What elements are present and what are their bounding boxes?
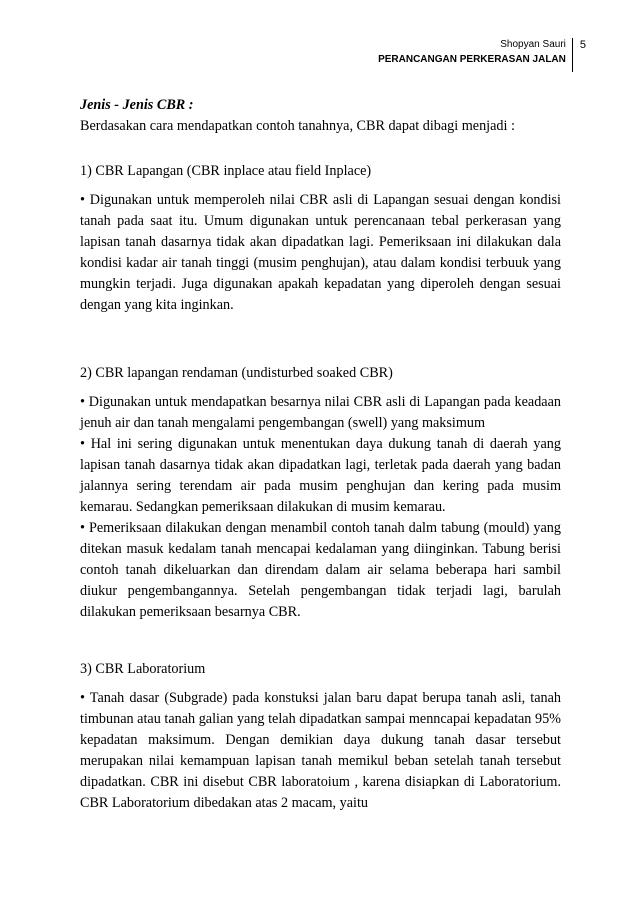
page-number: 5	[572, 38, 586, 72]
intro-paragraph: Berdasakan cara mendapatkan contoh tanahnya, CBR dapat dibagi menjadi :	[80, 118, 515, 134]
page-header	[378, 38, 586, 72]
header-title: PERANCANGAN PERKERASAN JALAN	[378, 54, 566, 65]
header-text-block	[378, 38, 572, 72]
section-heading: Jenis - Jenis CBR :	[80, 97, 194, 113]
section-2-title: 2) CBR lapangan rendaman (undisturbed soaked CBR)	[80, 365, 393, 381]
section-2-paragraph-2: • Hal ini sering digunakan untuk menentukan daya dukung tanah di daerah yang lapisan tanah dasarnya tidak akan dipadatkan lagi, terletak pada daerah yang badan jalannya sering terendam air pada musim penghujan dan kering pada musim kemarau. Sedangkan pemeriksaan dilakukan di musim kemarau.	[80, 436, 561, 515]
section-2-paragraph-3: • Pemeriksaan dilakukan dengan menambil contoh tanah dalm tabung (mould) yang ditekan masuk kedalam tanah mencapai kedalaman yang diinginkan. Tabung berisi contoh tanah dikeluarkan dan direndam dalam air selama beberapa hari sambil diukur pengembangannya. Setelah pengembangan tidak terjadi lagi, barulah dilakukan pemeriksaan besarnya CBR.	[80, 520, 561, 620]
document-body	[80, 95, 561, 814]
section-2-paragraph-1: • Digunakan untuk mendapatkan besarnya nilai CBR asli di Lapangan pada keadaan jenuh air dan tanah mengalami pengembangan (swell) yang maksimum	[80, 394, 561, 431]
section-1-title: 1) CBR Lapangan (CBR inplace atau field Inplace)	[80, 163, 372, 179]
section-1-paragraph: • Digunakan untuk memperoleh nilai CBR asli di Lapangan sesuai dengan kondisi tanah pada saat itu. Umum digunakan untuk perencanaan tebal perkerasan yang lapisan tanah dasarnya tidak akan dipadatkan lagi. Pemeriksaan ini dilakukan dala kondisi kadar air tanah tinggi (musim penghujan), atau dalam kondisi terbuuk yang mungkin terjadi. Juga digunakan apakah kepadatan yang diperoleh dengan sesuai dengan yang kita inginkan.	[80, 192, 561, 313]
header-author: Shopyan Sauri	[500, 39, 566, 50]
section-3-paragraph: • Tanah dasar (Subgrade) pada konstuksi jalan baru dapat berupa tanah asli, tanah timbunan atau tanah galian yang telah dipadatkan sampai menncapai kepadatan 95% kepadatan maksimum. Dengan demikian daya dukung tanah dasar tersebut merupakan nilai kemampuan lapisan tanah memikul beban setelah tanah tersebut dipadatkan. CBR ini disebut CBR laboratoium , karena disiapkan di Laboratorium. CBR Laboratorium dibedakan atas 2 macam, yaitu	[80, 690, 561, 811]
section-3-title: 3) CBR Laboratorium	[80, 661, 206, 677]
